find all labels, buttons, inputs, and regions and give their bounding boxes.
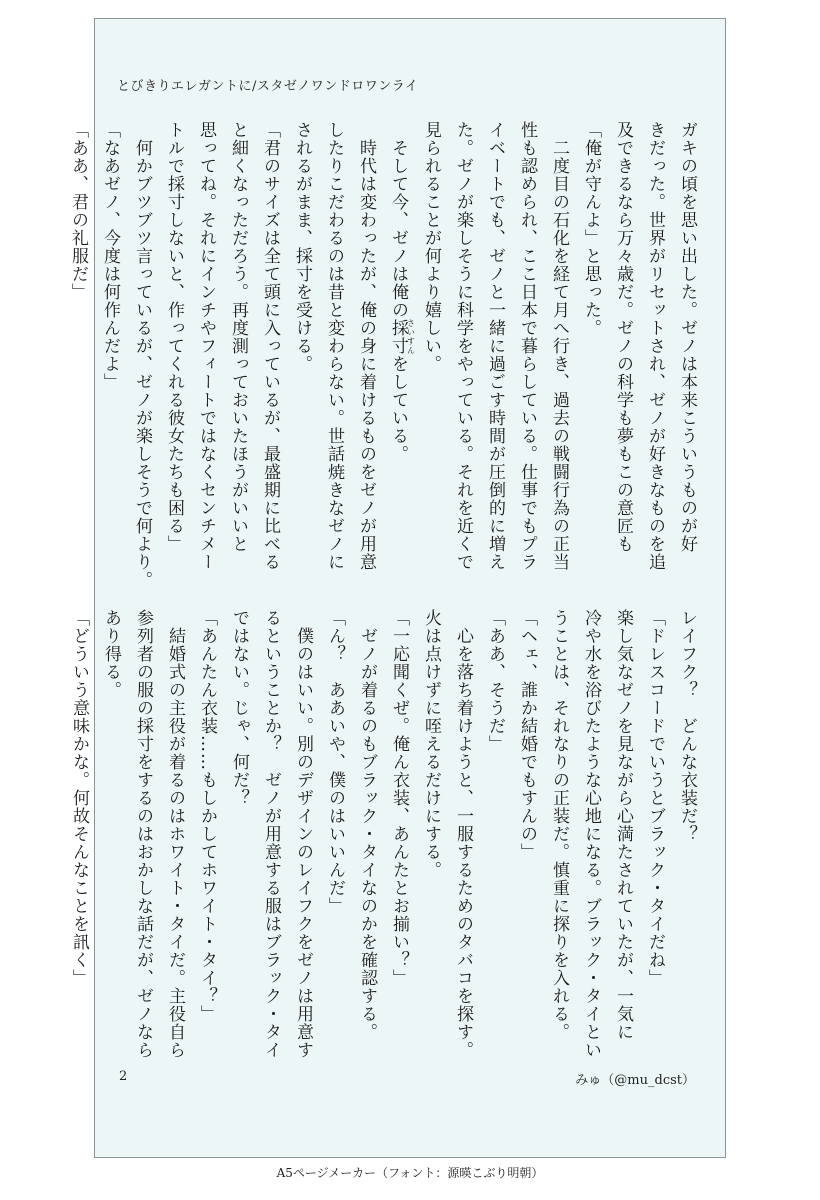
text-line: 「あんたん衣装……もしかしてホワイト・タイ？」 bbox=[197, 609, 217, 1023]
text-line: 思ってね。それにインチやフィートではなくセンチメー bbox=[196, 121, 216, 571]
page-header-title: とびきりエレガントに/スタゼノワンドロワンライ bbox=[117, 79, 419, 94]
text-block-top bbox=[68, 121, 703, 591]
text-line: うことは、それなりの正装だ。慎重に探りを入れる。 bbox=[549, 609, 569, 1041]
text-line: 性も認められ、ここ日本で暮らしている。仕事でもプラ bbox=[517, 121, 537, 571]
text-line: と細くなっただろう。再度測っておいたほうがいいと bbox=[228, 121, 248, 553]
text-line: 「ああ、そうだ」 bbox=[485, 609, 505, 753]
text-line: ガキの頃を思い出した。ゼノは本来こういうものが好 bbox=[677, 121, 697, 553]
text-line-part: をしている。 bbox=[388, 355, 408, 463]
text-line: ではない。じゃ、何だ？ bbox=[229, 609, 249, 807]
ruby-base: 採寸 bbox=[388, 319, 408, 355]
text-line: 「ん？ ああいや、僕のはいいんだ」 bbox=[325, 609, 345, 915]
text-line: レイフク？ どんな衣装だ？ bbox=[677, 609, 697, 843]
text-line: 「俺が守んよ」と思った。 bbox=[581, 121, 601, 337]
text-line: 心を落ち着けようと、一服するためのタバコを探す。 bbox=[453, 609, 473, 1059]
text-line: されるがまま、採寸を受ける。 bbox=[292, 121, 312, 373]
text-line: 火は点けずに咥えるだけにする。 bbox=[421, 609, 441, 879]
text-line: 冷や水を浴びたような心地になる。ブラック・タイとい bbox=[581, 609, 601, 1059]
author-credit: みゅ（@mu_dcst） bbox=[575, 1073, 695, 1088]
text-line: あり得る。 bbox=[101, 609, 121, 699]
text-line: 参列者の服の採寸をするのはおかしな話だが、ゼノなら bbox=[133, 609, 153, 1059]
text-line: 「ヘェ、誰か結婚でもすんの」 bbox=[517, 609, 537, 861]
page-number: 2 bbox=[119, 1069, 128, 1084]
text-line: 及できるなら万々歳だ。ゼノの科学も夢もこの意匠も bbox=[613, 121, 633, 553]
text-line: ゼノが着るのもブラック・タイなのかを確認する。 bbox=[357, 609, 377, 1041]
text-line: 「君のサイズは全て頭に入っているが、最盛期に比べる bbox=[260, 121, 280, 571]
text-line: 「ああ、君の礼服だ」 bbox=[68, 121, 88, 301]
text-line: 僕のはいい。別のデザインのレイフクをゼノは用意す bbox=[293, 609, 313, 1059]
text-line-with-ruby bbox=[382, 121, 415, 591]
text-line: 「一応聞くぜ。俺ん衣装、あんたとお揃い？」 bbox=[389, 609, 409, 987]
footer-caption: A5ページメーカー（フォント：源暎こぶり明朝） bbox=[276, 1166, 544, 1180]
text-line: 時代は変わったが、俺の身に着けるものをゼノが用意 bbox=[356, 121, 376, 571]
text-line: 楽し気なゼノを見ながら心満たされていたが、一気に bbox=[613, 609, 633, 1041]
ruby-reading: さいすん bbox=[406, 319, 416, 355]
text-line-part: そして今、ゼノは俺の bbox=[388, 121, 408, 319]
text-line: したりこだわるのは昔と変わらない。世話焼きなゼノに bbox=[324, 121, 344, 571]
text-line: 「どういう意味かな。何故そんなことを訊く」 bbox=[69, 609, 89, 987]
text-line: 「なあゼノ、今度は何作んだよ」 bbox=[100, 121, 120, 391]
text-line: トルで採寸しないと、作ってくれる彼女たちも困る」 bbox=[164, 121, 184, 553]
text-line: きだった。世界がリセットされ、ゼノが好きなものを追 bbox=[645, 121, 665, 571]
text-line: 何かブツブツ言っているが、ゼノが楽しそうで何より。 bbox=[132, 121, 152, 589]
text-line: 二度目の石化を経て月へ行き、過去の戦闘行為の正当 bbox=[549, 121, 569, 571]
ruby-annotation bbox=[388, 319, 416, 355]
text-line: イベートでも、ゼノと一緒に過ごす時間が圧倒的に増え bbox=[485, 121, 505, 571]
text-line: 結婚式の主役が着るのはホワイト・タイだ。主役自ら bbox=[165, 609, 185, 1059]
text-line: 「ドレスコードでいうとブラック・タイだね」 bbox=[645, 609, 665, 987]
manuscript-page bbox=[68, 18, 726, 1158]
text-line: 見られることが何より嬉しい。 bbox=[421, 121, 441, 373]
text-block-bottom bbox=[69, 609, 703, 1059]
text-line: た。ゼノが楽しそうに科学をやっている。それを近くで bbox=[453, 121, 473, 571]
text-line: るということか？ ゼノが用意する服はブラック・タイ bbox=[261, 609, 281, 1059]
